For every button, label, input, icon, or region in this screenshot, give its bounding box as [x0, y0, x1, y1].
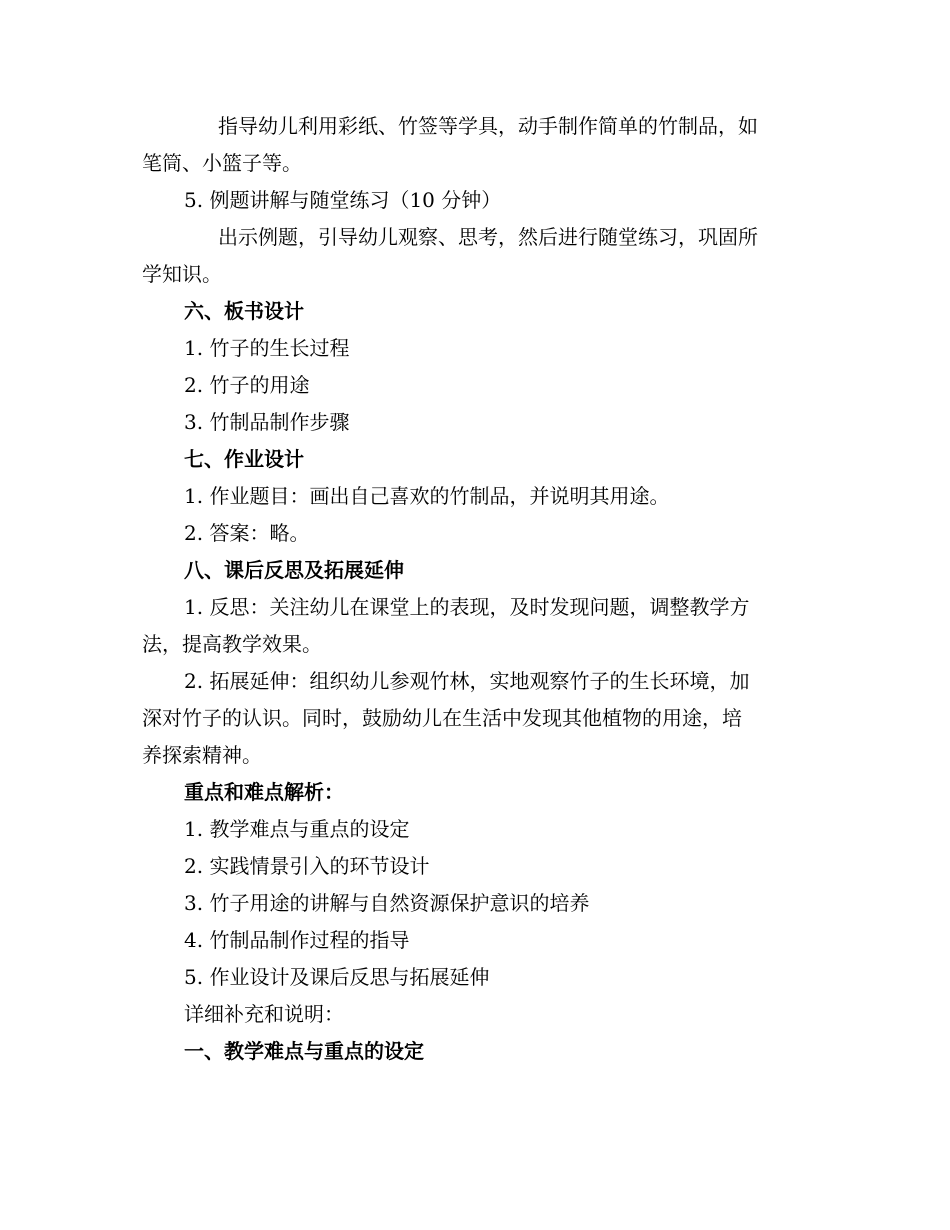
list-item: 4. 竹制品制作过程的指导 [184, 928, 410, 952]
list-item: 1. 作业题目：画出自己喜欢的竹制品，并说明其用途。 [184, 484, 670, 508]
paragraph-line: 出示例题，引导幼儿观察、思考，然后进行随堂练习，巩固所 [218, 225, 758, 249]
list-item: 2. 答案：略。 [184, 521, 310, 545]
section-heading: 一、教学难点与重点的设定 [184, 1039, 424, 1063]
section-heading: 六、板书设计 [184, 299, 304, 323]
list-item: 1. 反思：关注幼儿在课堂上的表现，及时发现问题，调整教学方 [184, 595, 750, 619]
paragraph-line: 养探索精神。 [142, 743, 262, 767]
section-heading: 七、作业设计 [184, 447, 304, 471]
list-item: 5. 例题讲解与随堂练习（10 分钟） [184, 188, 502, 212]
list-item: 1. 竹子的生长过程 [184, 336, 350, 360]
paragraph-line: 法，提高教学效果。 [142, 632, 322, 656]
list-item: 详细补充和说明： [184, 1002, 344, 1026]
list-item: 2. 实践情景引入的环节设计 [184, 854, 430, 878]
list-item: 2. 竹子的用途 [184, 373, 310, 397]
list-item: 5. 作业设计及课后反思与拓展延伸 [184, 965, 490, 989]
list-item: 3. 竹制品制作步骤 [184, 410, 350, 434]
section-heading: 八、课后反思及拓展延伸 [184, 558, 404, 582]
section-heading: 重点和难点解析： [184, 780, 344, 804]
list-item: 2. 拓展延伸：组织幼儿参观竹林，实地观察竹子的生长环境，加 [184, 669, 750, 693]
paragraph-line: 笔筒、小篮子等。 [142, 151, 302, 175]
list-item: 3. 竹子用途的讲解与自然资源保护意识的培养 [184, 891, 590, 915]
paragraph-line: 指导幼儿利用彩纸、竹签等学具，动手制作简单的竹制品，如 [218, 114, 758, 138]
paragraph-line: 学知识。 [142, 262, 222, 286]
list-item: 1. 教学难点与重点的设定 [184, 817, 410, 841]
paragraph-line: 深对竹子的认识。同时，鼓励幼儿在生活中发现其他植物的用途，培 [142, 706, 742, 730]
